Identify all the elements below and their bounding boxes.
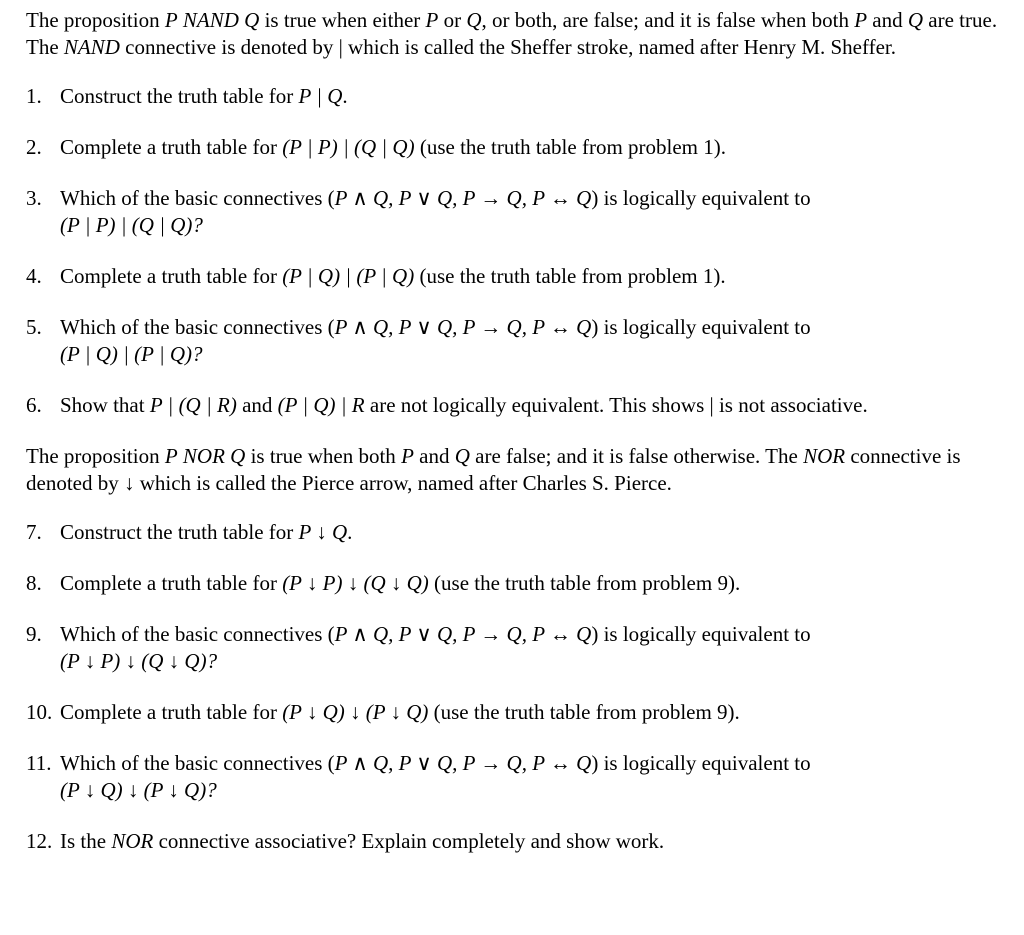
problem-number: 1.: [26, 84, 42, 108]
text-run: .: [342, 84, 348, 108]
problem-number: 3.: [26, 186, 42, 210]
text-run: is true when either: [259, 8, 426, 32]
problem-item: [26, 314, 1006, 368]
problem-item: [26, 83, 1006, 110]
problem-number: 7.: [26, 520, 42, 544]
math-expression: P ∧ Q, P ∨ Q, P → Q, P ↔ Q: [334, 315, 592, 339]
text-run: ) is logically equivalent to: [591, 622, 811, 646]
text-run: Show that: [60, 393, 150, 417]
text-run: and: [236, 393, 278, 417]
text-run: ) is logically equivalent to: [591, 186, 811, 210]
problem-number: 11.: [26, 751, 52, 775]
text-run: connective associative? Explain completely and show work.: [153, 829, 665, 853]
math-var: P: [425, 8, 439, 32]
problem-number: 5.: [26, 315, 42, 339]
math-var: P: [854, 8, 868, 32]
math-var: Q: [244, 8, 260, 32]
text-run: The proposition: [26, 8, 165, 32]
problem-item: [26, 519, 1006, 546]
text-run: are true. The: [26, 8, 998, 59]
text-run: Construct the truth table for: [60, 84, 299, 108]
text-run: Which of the basic connectives (: [60, 622, 335, 646]
problem-number: 8.: [26, 571, 42, 595]
text-run: Construct the truth table for: [60, 520, 299, 544]
math-expression: P ∧ Q, P ∨ Q, P → Q, P ↔ Q: [334, 622, 592, 646]
math-expression: (P ↓ Q) ↓ (P ↓ Q)?: [60, 778, 217, 802]
text-run: and: [413, 444, 455, 468]
text-run: Is the: [60, 829, 112, 853]
math-term: NOR: [182, 444, 225, 468]
text-run: (use the truth table from problem 9).: [428, 571, 741, 595]
text-run: Which of the basic connectives (: [60, 751, 335, 775]
math-term: NAND: [63, 35, 120, 59]
math-expression: (P | Q) | (P | Q): [282, 264, 415, 288]
problem-number: 4.: [26, 264, 42, 288]
problem-item: [26, 263, 1006, 290]
text-run: Which of the basic connectives (: [60, 186, 335, 210]
problem-item: [26, 621, 1006, 675]
math-var: Q: [466, 8, 482, 32]
text-run: are not logically equivalent. This shows | is not associative.: [364, 393, 868, 417]
problem-number: 2.: [26, 135, 42, 159]
problem-number: 12.: [26, 829, 53, 853]
text-run: is true when both: [245, 444, 402, 468]
math-term: NOR: [111, 829, 154, 853]
problem-number: 10.: [26, 700, 53, 724]
math-var: P: [164, 444, 178, 468]
math-expression: (P | Q) | (P | Q)?: [60, 342, 203, 366]
math-expression: (P | P) | (Q | Q): [282, 135, 415, 159]
text-run: Complete a truth table for: [60, 135, 283, 159]
problem-item: [26, 185, 1006, 239]
text-run: Complete a truth table for: [60, 700, 283, 724]
nand-intro-paragraph: [26, 7, 1006, 61]
text-run: The proposition: [26, 444, 165, 468]
text-run: ) is logically equivalent to: [591, 751, 811, 775]
math-expression: P | (Q | R): [149, 393, 237, 417]
math-var: Q: [454, 444, 470, 468]
text-run: and: [867, 8, 908, 32]
math-expression: (P ↓ P) ↓ (Q ↓ Q)?: [60, 649, 218, 673]
math-term: NAND: [182, 8, 239, 32]
math-expression: P ↓ Q: [298, 520, 348, 544]
math-expression: (P ↓ P) ↓ (Q ↓ Q): [282, 571, 429, 595]
text-run: .: [347, 520, 353, 544]
math-expression: P ∧ Q, P ∨ Q, P → Q, P ↔ Q: [334, 186, 592, 210]
math-term: NOR: [803, 444, 846, 468]
problem-item: [26, 134, 1006, 161]
math-var: Q: [907, 8, 924, 32]
problem-number: 9.: [26, 622, 42, 646]
math-expression: P ∧ Q, P ∨ Q, P → Q, P ↔ Q: [334, 751, 592, 775]
math-expression: (P ↓ Q) ↓ (P ↓ Q): [282, 700, 429, 724]
problem-item: [26, 750, 1006, 804]
text-run: (use the truth table from problem 1).: [414, 264, 726, 288]
problem-item: [26, 570, 1006, 597]
problem-item: [26, 828, 1006, 855]
math-var: Q: [230, 444, 246, 468]
text-run: (use the truth table from problem 1).: [414, 135, 727, 159]
math-var: P: [401, 444, 414, 468]
math-var: P: [164, 8, 178, 32]
problem-number: 6.: [26, 393, 42, 417]
problem-list-nor: [26, 519, 1006, 855]
problem-item: [26, 699, 1006, 726]
nor-intro-paragraph: [26, 443, 1006, 497]
text-run: Complete a truth table for: [60, 571, 283, 595]
document-page: [26, 7, 1006, 879]
text-run: Which of the basic connectives (: [60, 315, 335, 339]
text-run: connective is denoted by | which is called the Sheffer stroke, named after Henry M. Sheffer.: [119, 35, 897, 59]
text-run: ) is logically equivalent to: [591, 315, 811, 339]
text-run: connective is denoted by ↓ which is called the Pierce arrow, named after Charles S. Pierce.: [26, 444, 961, 495]
text-run: or: [438, 8, 467, 32]
text-run: (use the truth table from problem 9).: [428, 700, 740, 724]
math-expression: P | Q: [298, 84, 343, 108]
math-expression: (P | Q) | R: [277, 393, 365, 417]
problem-list-nand: [26, 83, 1006, 419]
text-run: , or both, are false; and it is false when both: [481, 8, 855, 32]
problem-item: [26, 392, 1006, 419]
text-run: are false; and it is false otherwise. The: [469, 444, 804, 468]
math-expression: (P | P) | (Q | Q)?: [60, 213, 203, 237]
text-run: Complete a truth table for: [60, 264, 283, 288]
